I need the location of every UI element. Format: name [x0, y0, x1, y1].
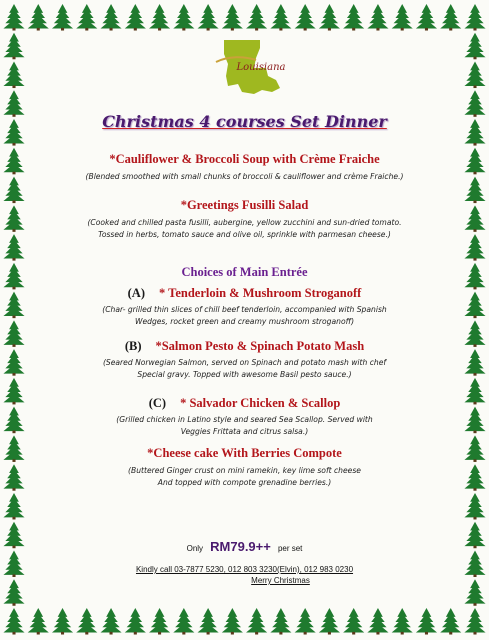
christmas-tree-icon [246, 4, 267, 31]
christmas-tree-icon [440, 608, 461, 635]
christmas-tree-icon [149, 4, 170, 31]
christmas-tree-icon [222, 4, 243, 31]
christmas-tree-icon [440, 4, 461, 31]
dish-name: * Tenderloin & Mushroom Stroganoff [159, 286, 362, 300]
dish-description: Tossed in herbs, tomato sauce and olive oil, sprinkle with parmesan cheese.) [98, 230, 391, 239]
option-label: (C) [148, 396, 167, 410]
dish-description: (Seared Norwegian Salmon, served on Spinach and potato mash with chef [102, 358, 387, 367]
course-soup [0, 152, 489, 183]
christmas-tree-icon [3, 33, 24, 60]
dish-description: Veggies Frittata and citrus salsa.) [180, 427, 309, 436]
course-dessert [0, 446, 489, 489]
dish-name: * Salvador Chicken & Scallop [180, 396, 341, 410]
christmas-tree-icon [392, 4, 413, 31]
christmas-tree-icon [125, 4, 146, 31]
dish-description: (Grilled chicken in Latino style and seared Sea Scallop. Served with [116, 415, 373, 424]
christmas-tree-icon [28, 608, 49, 635]
christmas-tree-icon [319, 608, 340, 635]
christmas-tree-icon [52, 608, 73, 635]
christmas-tree-icon [295, 608, 316, 635]
christmas-tree-icon [416, 4, 437, 31]
christmas-tree-icon [464, 608, 485, 635]
main-option-a [0, 282, 489, 328]
price-prefix: Only [186, 544, 204, 553]
christmas-tree-icon [173, 608, 194, 635]
christmas-tree-icon [367, 4, 388, 31]
christmas-tree-icon [270, 608, 291, 635]
price-amount: RM79.9++ [210, 539, 271, 554]
dish-name: *Greetings Fusilli Salad [180, 198, 309, 212]
dish-description: (Cooked and chilled pasta fusilli, aubergine, yellow zucchini and sun-dried tomato. [87, 218, 402, 227]
christmas-tree-icon [3, 608, 24, 635]
christmas-tree-icon [3, 493, 24, 520]
christmas-tree-icon [100, 4, 121, 31]
christmas-tree-icon [198, 608, 219, 635]
dish-description: (Char- grilled thin slices of chill beef tenderloin, accompanied with Spanish [102, 305, 387, 314]
price-line [0, 536, 489, 555]
course-salad [0, 198, 489, 241]
dish-description: Wedges, rocket green and creamy mushroom stroganoff) [134, 317, 355, 326]
main-option-b [0, 335, 489, 381]
christmas-tree-icon [464, 33, 485, 60]
contact-phone-line: Kindly call 03-7877 5230, 012 803 3230(Elvin), 012 983 0230 [135, 565, 354, 574]
christmas-tree-icon [416, 608, 437, 635]
dish-description: (Blended smoothed with small chunks of broccoli & cauliflower and crème Fraiche.) [85, 172, 404, 181]
dish-description: Special gravy. Topped with awesome Basil pesto sauce.) [137, 370, 352, 379]
contact-block [0, 564, 489, 586]
christmas-tree-icon [100, 608, 121, 635]
christmas-tree-icon [3, 62, 24, 89]
christmas-tree-icon [464, 62, 485, 89]
christmas-tree-icon [173, 4, 194, 31]
christmas-tree-icon [28, 4, 49, 31]
christmas-tree-icon [295, 4, 316, 31]
christmas-tree-icon [198, 4, 219, 31]
christmas-tree-icon [367, 608, 388, 635]
christmas-tree-icon [3, 4, 24, 31]
dish-name: *Cauliflower & Broccoli Soup with Crème Fraiche [109, 152, 380, 166]
christmas-tree-icon [125, 608, 146, 635]
price-suffix: per set [277, 544, 303, 553]
christmas-tree-icon [319, 4, 340, 31]
christmas-tree-icon [76, 608, 97, 635]
menu-title: Christmas 4 courses Set Dinner [102, 112, 387, 131]
christmas-tree-icon [464, 493, 485, 520]
option-label: (A) [127, 286, 145, 300]
greeting-line: Merry Christmas [251, 576, 310, 585]
main-option-c [0, 392, 489, 438]
christmas-tree-icon [343, 608, 364, 635]
choices-heading [0, 265, 489, 280]
christmas-tree-icon [464, 4, 485, 31]
christmas-tree-icon [52, 4, 73, 31]
logo-wordmark: Louisiana [236, 62, 286, 73]
christmas-tree-icon [246, 608, 267, 635]
dish-name: *Salmon Pesto & Spinach Potato Mash [155, 339, 365, 353]
christmas-tree-icon [149, 608, 170, 635]
christmas-tree-icon [76, 4, 97, 31]
christmas-tree-icon [270, 4, 291, 31]
section-heading: Choices of Main Entrée [181, 265, 308, 279]
christmas-tree-icon [392, 608, 413, 635]
dish-description: (Buttered Ginger crust on mini ramekin, key lime soft cheese [128, 466, 361, 475]
christmas-tree-icon [222, 608, 243, 635]
dish-description: And topped with compote grenadine berries.) [157, 478, 332, 487]
dish-name: *Cheese cake With Berries Compote [147, 446, 342, 460]
option-label: (B) [124, 339, 142, 353]
christmas-tree-icon [343, 4, 364, 31]
